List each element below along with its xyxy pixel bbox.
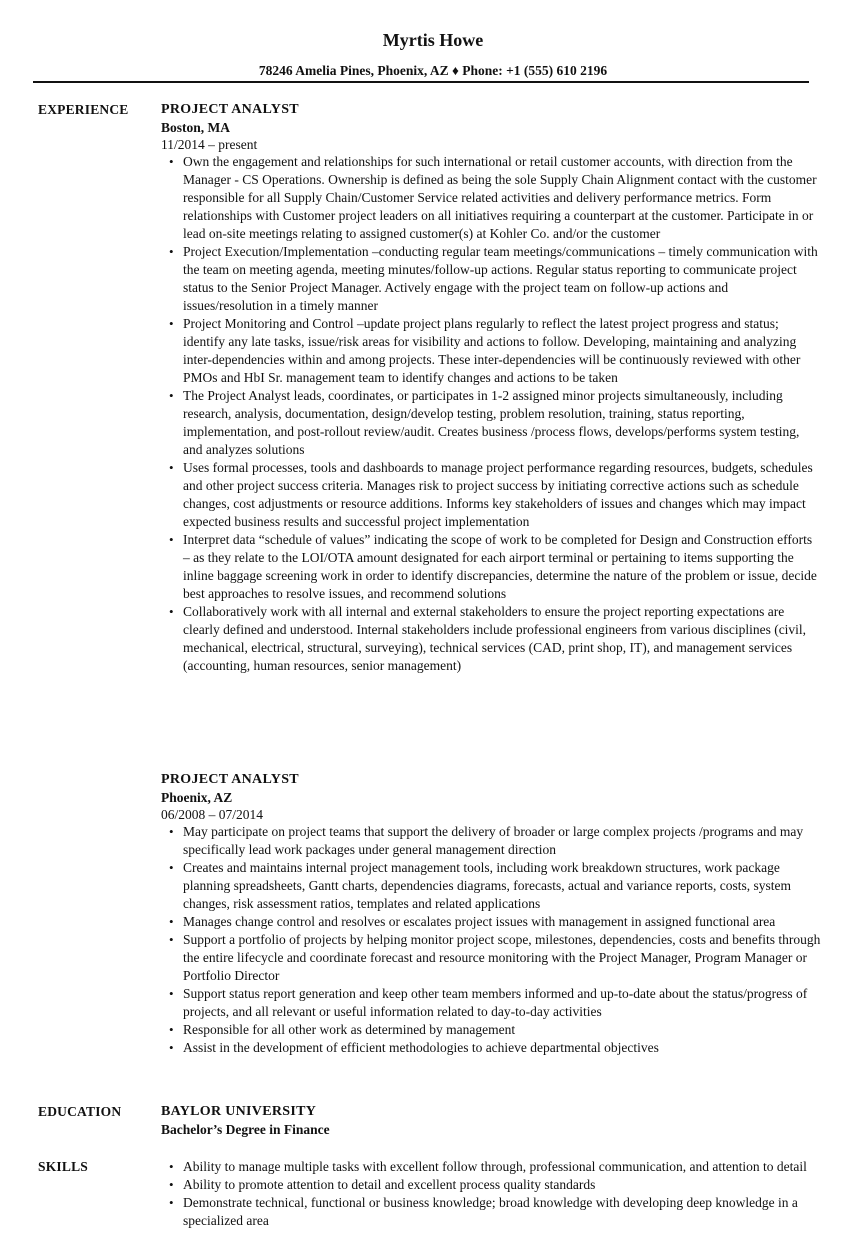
list-item: • Collaboratively work with all internal and external stakeholders to ensure the project reporting expectations are clearly defined and understood. Internal stakeholders include professional engineers from various disciplines (civil, mechanical, electrical, structural, surveying), technical services (CAD, print shop, IT), and management services (accounting, human resources, senior management) <box>161 603 821 675</box>
job-title: PROJECT ANALYST <box>161 102 299 117</box>
school-name: BAYLOR UNIVERSITY <box>161 1104 317 1119</box>
list-item: • Own the engagement and relationships for such international or retail customer accounts, with direction from the Manager - CS Operations. Ownership is defined as being the sole Supply Chain Alignment contact with the customer responsible for all Supply Chain/Customer Service related activities and delivery performance metrics. Form relationships with Customer project leaders on all initiatives requiring a counterpart at the customer. Participate in or lead on-site meetings relating to assigned customer(s) at Kohler Co. and/or the customer <box>161 153 821 243</box>
experience-entry-1 <box>161 101 821 675</box>
list-item: • Project Execution/Implementation –conducting regular team meetings/communications – timely communication with the team on meeting agenda, meeting minutes/follow-up actions. Regular status reporting to communicate project status to the Senior Project Manager. Actively engage with the project team on follow-up actions and issues/resolution in a timely manner <box>161 243 821 315</box>
contact-line: 78246 Amelia Pines, Phoenix, AZ ♦ Phone: +1 (555) 610 2196 <box>258 63 608 78</box>
header-divider <box>33 81 809 83</box>
job-bullets <box>161 153 821 675</box>
skills-section-label: SKILLS <box>38 1159 88 1174</box>
job-dates: 06/2008 – 07/2014 <box>161 807 264 822</box>
job-location: Phoenix, AZ <box>161 790 233 805</box>
list-item: • Project Monitoring and Control –update project plans regularly to reflect the latest project progress and status; identify any late tasks, issue/risk areas for visibility and actions to follow. Developing, maintaining and analyzing inter-dependencies within and among projects. These inter-dependencies will be continuously reviewed with other PMOs and HbI Sr. management team to identify changes and actions to be taken <box>161 315 821 387</box>
list-item: • Support a portfolio of projects by helping monitor project scope, milestones, dependencies, costs and benefits through the entire lifecycle and coordinate forecast and resource monitoring with the Project Manager, Program Manager or Portfolio Director <box>161 931 821 985</box>
education-entry <box>161 1103 821 1139</box>
list-item: • Uses formal processes, tools and dashboards to manage project performance regarding resources, budgets, schedules and other project success criteria. Manages risk to project success by initiating corrective actions such as schedule changes, cost adjustments or resource additions. Informs key stakeholders of issues and changes which may impact expected business results and successful project implementation <box>161 459 821 531</box>
experience-entry-2 <box>161 771 821 1057</box>
list-item: • Interpret data “schedule of values” indicating the scope of work to be completed for Design and Construction efforts – as they relate to the LOI/OTA amount designated for each airport terminal or pertaining to items supporting the inline baggage screening work in order to identify discrepancies, determine the nature of the problem or issue, decide best approaches to resolve issues, and recommend solutions <box>161 531 821 603</box>
experience-section-label: EXPERIENCE <box>38 102 129 117</box>
list-item: • Support status report generation and keep other team members informed and up-to-date about the status/progress of projects, and all relevant or useful information related to day-to-day activities <box>161 985 821 1021</box>
list-item: • Assist in the development of efficient methodologies to achieve departmental objectives <box>161 1039 821 1057</box>
list-item: • Demonstrate technical, functional or business knowledge; broad knowledge with developing deep knowledge in a specialized area <box>161 1194 821 1230</box>
skills-list-container <box>161 1158 821 1230</box>
list-item: • Responsible for all other work as determined by management <box>161 1021 821 1039</box>
job-title: PROJECT ANALYST <box>161 772 299 787</box>
list-item: • Ability to manage multiple tasks with excellent follow through, professional communication, and attention to detail <box>161 1158 821 1176</box>
list-item: • Manages change control and resolves or escalates project issues with management in assigned functional area <box>161 913 821 931</box>
job-location: Boston, MA <box>161 120 231 135</box>
education-section-label: EDUCATION <box>38 1104 122 1119</box>
list-item: • Ability to promote attention to detail and excellent process quality standards <box>161 1176 821 1194</box>
job-bullets <box>161 823 821 1057</box>
degree: Bachelor’s Degree in Finance <box>161 1122 330 1137</box>
skills-list <box>161 1158 821 1230</box>
list-item: • May participate on project teams that support the delivery of broader or large complex projects /programs and may specifically lead work packages under general management direction <box>161 823 821 859</box>
list-item: • Creates and maintains internal project management tools, including work breakdown structures, work package planning spreadsheets, Gantt charts, dependencies diagrams, forecasts, actual and variance reports, costs, system changes, risk assessment ratios, templates and related applications <box>161 859 821 913</box>
candidate-name: Myrtis Howe <box>382 30 484 50</box>
list-item: • The Project Analyst leads, coordinates, or participates in 1-2 assigned minor projects simultaneously, including research, analysis, documentation, design/develop testing, problem resolution, training, status reporting, implementation, and post-rollout review/audit. Creates business /process flows, develops/performs system testing, and analyzes solutions <box>161 387 821 459</box>
job-dates: 11/2014 – present <box>161 137 258 152</box>
